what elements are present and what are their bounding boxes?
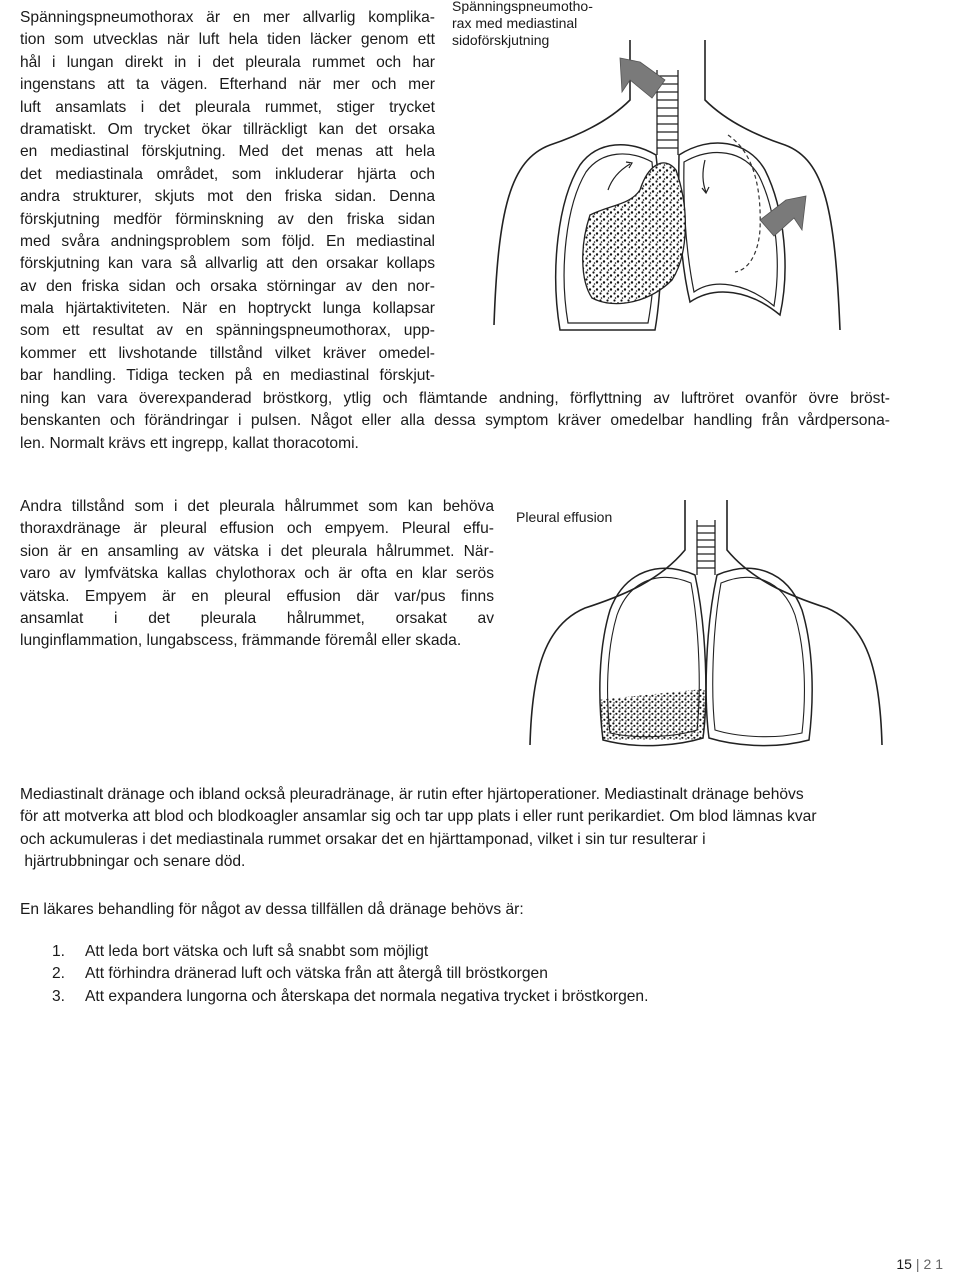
text-line: ingenstans att ta vägen. Efterhand när mer och mer (20, 76, 435, 94)
text-line: andra strukturer, skjuts mot den friska sidan. Denna (20, 188, 435, 206)
page-number (896, 1256, 943, 1272)
compressed-lung-outline (728, 135, 760, 272)
pleural-cavity-right (706, 568, 812, 745)
section1-paragraph-narrow (20, 7, 435, 388)
text-line: lunginflammation, lungabscess, främmande föremål eller skada. (20, 632, 462, 650)
section2-paragraph (20, 496, 494, 653)
text-line: med svåra andningsproblem som följd. En mediastinal (20, 232, 435, 250)
page-separator: | (915, 1256, 920, 1272)
text-line: luft ansamlats i det pleurala rummet, stiger trycket (20, 98, 435, 116)
pleural-cavity-right (713, 577, 805, 736)
text-line: varo av lymfvätska kallas chylothorax och är ofta en klar serös (20, 565, 494, 583)
page-total: 2 1 (923, 1256, 943, 1272)
text-line: för att motverka att blod och blodkoagler ansamlar sig och tar upp plats i eller runt perikardiet. Om blod lämnas kvar (20, 808, 817, 826)
section1-paragraph-wide (20, 388, 890, 455)
text-line: hål i lungan direkt in i det pleurala rummet och har (20, 53, 435, 71)
list-item: 1. Att leda bort vätska och luft så snabbt som möjligt (52, 943, 429, 960)
text-line: sion är en ansamling av vätska i det pleurala hålrummet. När- (20, 542, 494, 560)
text-line: hjärtrubbningar och senare död. (20, 853, 246, 871)
text-line: Andra tillstånd som i det pleurala hålrummet som kan behöva (20, 498, 494, 515)
text-line: förskjutning kan vara så allvarlig att den orsakar kollaps (20, 255, 435, 273)
treatment-list (20, 941, 648, 1008)
section4-intro (20, 899, 900, 921)
text-line: en mediastinal förskjutning. Med det menas att hela (20, 143, 435, 161)
text-line: dramatiskt. Om trycket ökar tillräckligt kan det orsaka (20, 120, 435, 138)
page-current: 15 (896, 1256, 912, 1272)
pleural-effusion-diagram (510, 500, 890, 750)
section3-paragraph (20, 784, 900, 874)
text-line: tion som utvecklas när luft hela tiden läcker genom ett (20, 31, 435, 49)
tension-pneumothorax-diagram (480, 40, 850, 370)
list-item: 3. Att expandera lungorna och återskapa det normala negativa trycket i bröstkorgen. (52, 987, 649, 1005)
text-line: ning kan vara överexpanderad bröstkorg, ytlig och flämtande andning, förflyttning av luftröret ovanför övre bröst- (20, 390, 890, 407)
text-line: vätska. Empyem är en pleural effusion där var/pus finns (20, 587, 494, 605)
text-line: det mediastinala området, som inkluderar hjärta och (20, 165, 435, 183)
text-line: Mediastinalt dränage och ibland också pleuradränage, är rutin efter hjärtoperationer. Mediastinalt dränage behövs (20, 786, 804, 803)
trachea (697, 520, 715, 575)
text-line: len. Normalt krävs ett ingrepp, kallat thoracotomi. (20, 434, 359, 452)
text-line: bar handling. Tidiga tecken på en mediastinal förskjut- (20, 367, 435, 385)
diagram-caption-tension-pneumothorax: Spänningspneumotho- rax med mediastinal sidoförskjutning (452, 0, 593, 48)
text-line: mala hjärtaktiviteten. När en hoptryckt lunga kollapsar (20, 300, 435, 318)
text-line: En läkares behandling för något av dessa tillfällen då dränage behövs är: (20, 901, 524, 918)
text-line: och ackumuleras i det mediastinala rummet orsakar det en hjärttamponad, vilket i sin tur resulterar i (20, 830, 706, 848)
diagram-caption-pleural-effusion: Pleural effusion (516, 509, 613, 525)
collapsed-lung (583, 163, 686, 304)
text-line: benskanten och förändringar i pulsen. Något eller alla dessa symptom kräver omedelbar handling från vårdpersona- (20, 412, 890, 430)
text-line: thoraxdränage är pleural effusion och empyem. Pleural effu- (20, 520, 494, 538)
text-line: som ett resultat av en spänningspneumothorax, upp- (20, 322, 435, 340)
list-item: 2. Att förhindra dränerad luft och vätska från att återgå till bröstkorgen (52, 965, 548, 983)
text-line: Spänningspneumothorax är en mer allvarlig komplika- (20, 9, 435, 26)
body-outline (705, 40, 840, 330)
text-line: kommer ett livshotande tillstånd vilket kräver omedel- (20, 344, 435, 362)
text-line: förskjutning medför förminskning av den friska sidan (20, 210, 435, 228)
pleural-cavity-right (684, 153, 777, 306)
text-line: av den friska sidan och orsaka störningar av den nor- (20, 277, 435, 295)
text-line: ansamlat i det pleurala hålrummet, orsakat av (20, 609, 494, 627)
